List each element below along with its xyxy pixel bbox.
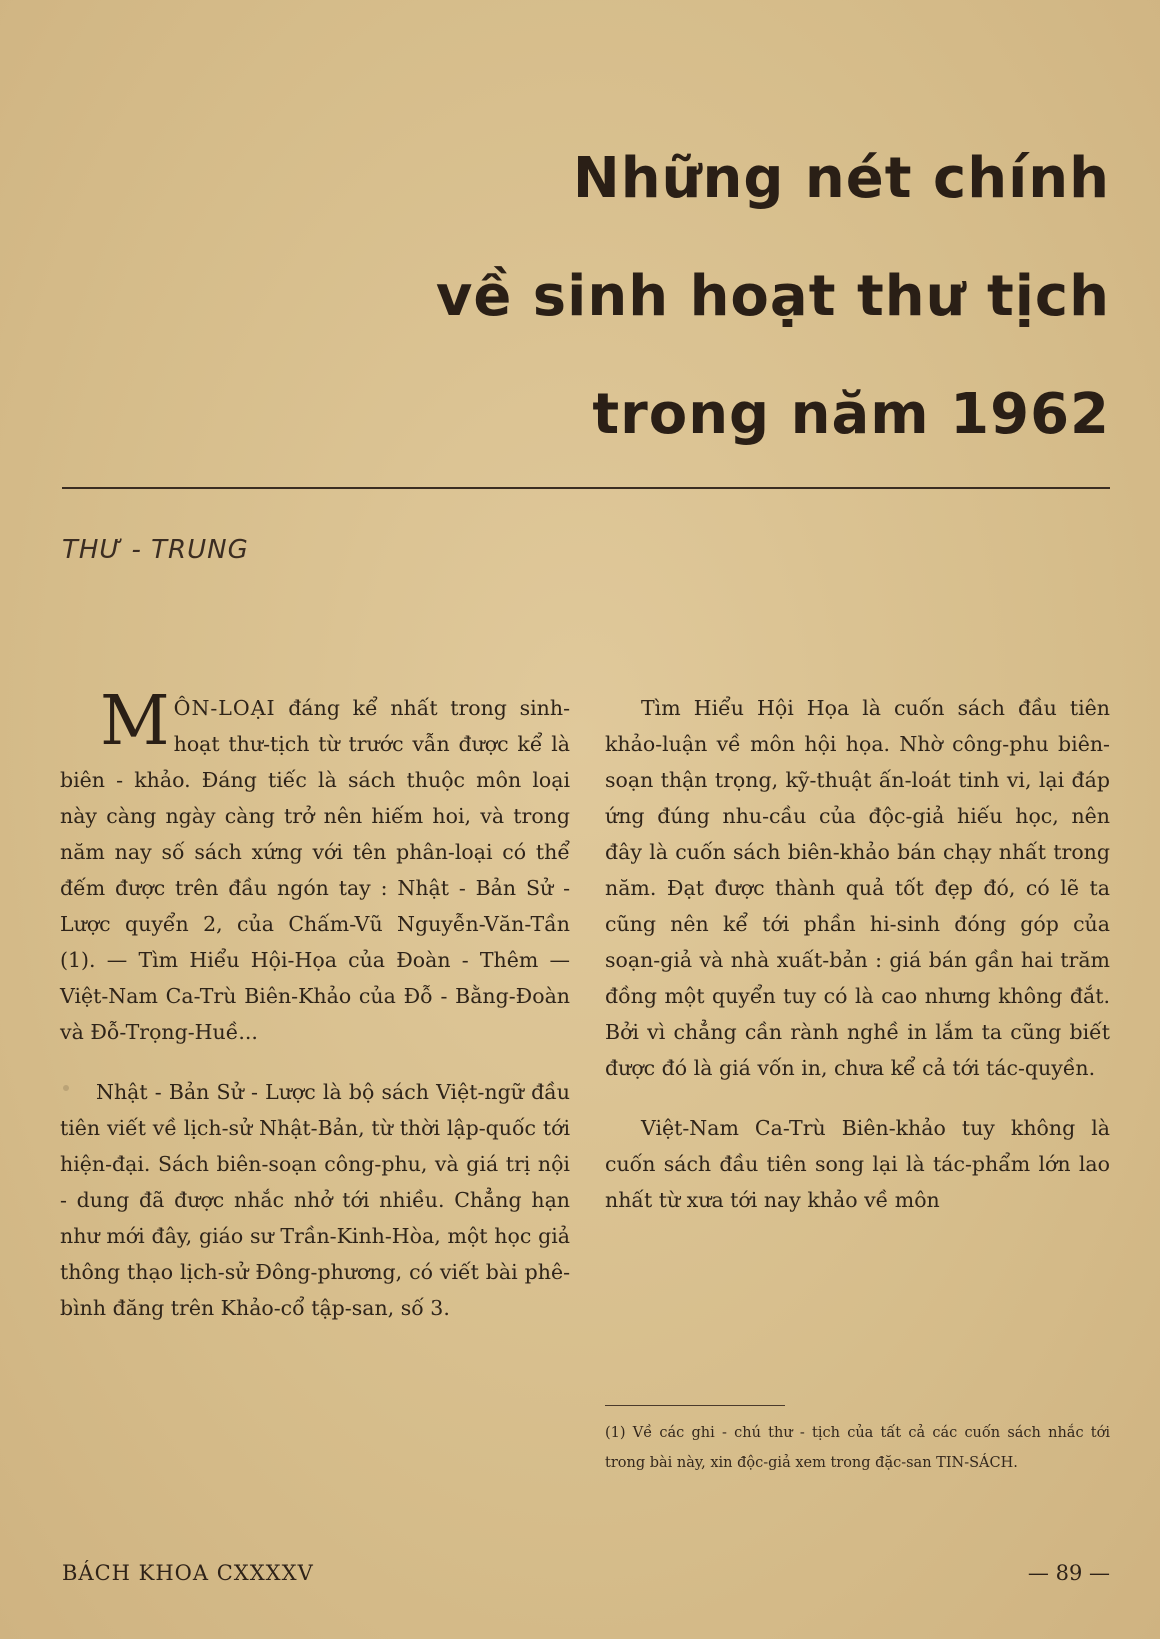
page-number: — 89 — <box>1027 1561 1110 1585</box>
lead-word: ÔN-LOẠI <box>173 696 276 720</box>
left-paragraph-1-text: đáng kể nhất trong sinh-hoạt thư-tịch từ trước vẫn được kể là biên - khảo. Đáng tiếc là sách thuộc môn loại này càng ngày càng trở nên hiếm hoi, và trong năm nay số sách xứng với tên phân-loại có thể đếm được trên đầu ngón tay : Nhật - Bản Sử - Lược quyển 2, của Chấm-Vũ Nguyễn-Văn-Tần (1). — Tìm Hiểu Hội-Họa của Đoàn - Thêm — Việt-Nam Ca-Trù Biên-Khảo của Đỗ - Bằng-Đoàn và Đỗ-Trọng-Huề... <box>60 696 570 1044</box>
title-line-2: về sinh hoạt thư tịch <box>435 264 1110 329</box>
title-line-3: trong năm 1962 <box>592 382 1110 447</box>
drop-cap: M <box>100 682 170 761</box>
paper-smudge <box>63 1085 69 1091</box>
title-divider <box>62 487 1110 489</box>
left-paragraph-1 <box>60 682 570 1050</box>
article-title <box>210 120 1110 474</box>
left-paragraph-2: Nhật - Bản Sử - Lược là bộ sách Việt-ngữ đầu tiên viết về lịch-sử Nhật-Bản, từ thời lập-quốc tới hiện-đại. Sách biên-soạn công-phu, và giá trị nội - dung đã được nhắc nhở tới nhiều. Chẳng hạn như mới đây, giáo sư Trần-Kinh-Hòa, một học giả thông thạo lịch-sử Đông-phương, có viết bài phê-bình đăng trên Khảo-cổ tập-san, số 3. <box>60 1080 570 1320</box>
title-line-1: Những nét chính <box>572 146 1110 211</box>
author-byline: THƯ - TRUNG <box>62 535 249 565</box>
footnote-divider <box>605 1405 785 1406</box>
left-column <box>60 682 570 1350</box>
right-column <box>605 690 1110 1242</box>
right-paragraph-2: Việt-Nam Ca-Trù Biên-khảo tuy không là cuốn sách đầu tiên song lại là tác-phẩm lớn lao nhất từ xưa tới nay khảo về môn <box>605 1116 1110 1212</box>
footnote: (1) Về các ghi - chú thư - tịch của tất cả các cuốn sách nhắc tới trong bài này, xin độc-giả xem trong đặc-san TIN-SÁCH. <box>605 1425 1110 1471</box>
magazine-name: BÁCH KHOA CXXXXV <box>62 1561 314 1585</box>
right-paragraph-1: Tìm Hiểu Hội Họa là cuốn sách đầu tiên khảo-luận về môn hội họa. Nhờ công-phu biên-soạn thận trọng, kỹ-thuật ấn-loát tinh vi, lại đáp ứng đúng nhu-cầu của độc-giả hiếu học, nên đây là cuốn sách biên-khảo bán chạy nhất trong năm. Đạt được thành quả tốt đẹp đó, có lẽ ta cũng nên kể tới phần hi-sinh đóng góp của soạn-giả và nhà xuất-bản : giá bán gần hai trăm đồng một quyển tuy có là cao nhưng không đắt. Bởi vì chẳng cần rành nghề in lắm ta cũng biết được đó là giá vốn in, chưa kể cả tới tác-quyền. <box>605 696 1110 1080</box>
